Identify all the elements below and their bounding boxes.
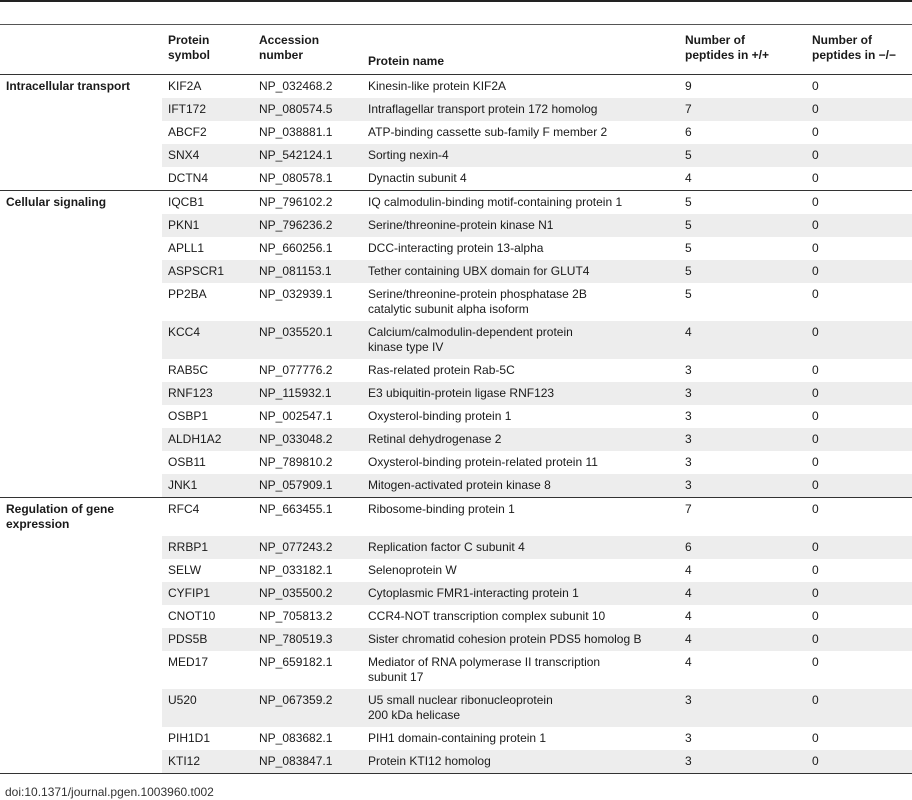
protein-symbol: CYFIP1 <box>162 582 253 605</box>
peptide-table <box>0 25 912 773</box>
table-row <box>0 382 912 405</box>
peptides-minus: 0 <box>806 498 912 537</box>
protein-symbol: RFC4 <box>162 498 253 537</box>
header-category <box>0 25 162 75</box>
peptides-plus: 7 <box>679 98 806 121</box>
protein-symbol: SELW <box>168 563 202 577</box>
protein-name: Dynactin subunit 4 <box>368 171 467 185</box>
peptides-minus: 0 <box>806 214 912 237</box>
accession-number: NP_002547.1 <box>259 409 333 423</box>
protein-symbol: PIH1D1 <box>168 731 211 745</box>
peptides-plus: 5 <box>679 191 806 215</box>
protein-symbol: IFT172 <box>162 98 253 121</box>
accession-number: NP_038881.1 <box>259 125 333 139</box>
peptides-minus: 0 <box>806 750 912 773</box>
peptides-plus: 4 <box>679 582 806 605</box>
protein-name: Oxysterol-binding protein-related protein 11 <box>368 455 598 469</box>
protein-symbol: CNOT10 <box>168 609 216 623</box>
category-cell <box>0 428 162 451</box>
peptides-plus: 3 <box>685 409 692 423</box>
category-cell: Cellular signaling <box>0 191 162 215</box>
peptides-plus: 4 <box>679 321 806 359</box>
peptides-minus: 0 <box>812 287 819 301</box>
table-row <box>0 750 912 773</box>
peptides-minus: 0 <box>806 628 912 651</box>
protein-symbol: ALDH1A2 <box>162 428 253 451</box>
table-header-row <box>0 25 912 75</box>
table-row <box>0 628 912 651</box>
peptides-minus: 0 <box>806 260 912 283</box>
protein-name: Serine/threonine-protein phosphatase 2B catalytic subunit alpha isoform <box>368 287 587 316</box>
peptides-minus: 0 <box>806 582 912 605</box>
protein-name: Mitogen-activated protein kinase 8 <box>362 474 679 498</box>
peptides-minus: 0 <box>812 409 819 423</box>
protein-symbol: PP2BA <box>168 287 207 301</box>
protein-name: U5 small nuclear ribonucleoprotein 200 kDa helicase <box>362 689 679 727</box>
bottom-rule <box>0 773 912 774</box>
peptides-plus: 3 <box>685 455 692 469</box>
table-row <box>0 405 912 428</box>
category-cell: Regulation of gene expression <box>0 498 162 537</box>
peptides-minus: 0 <box>812 241 819 255</box>
table-row <box>0 75 912 99</box>
protein-symbol: PKN1 <box>162 214 253 237</box>
category-cell <box>0 405 162 428</box>
protein-symbol: ASPSCR1 <box>162 260 253 283</box>
protein-symbol: RNF123 <box>162 382 253 405</box>
category-cell <box>0 605 162 628</box>
peptides-plus: 3 <box>679 689 806 727</box>
peptides-plus: 3 <box>685 731 692 745</box>
peptides-plus: 4 <box>685 171 692 185</box>
header-protein-symbol: Protein symbol <box>162 25 253 75</box>
accession-number: NP_077243.2 <box>253 536 362 559</box>
accession-number: NP_080574.5 <box>253 98 362 121</box>
category-cell <box>0 98 162 121</box>
category-cell <box>0 750 162 773</box>
header-peptides-plus: Number of peptides in +/+ <box>679 25 806 75</box>
peptides-plus: 3 <box>679 474 806 498</box>
peptides-minus: 0 <box>812 563 819 577</box>
protein-name: Serine/threonine-protein kinase N1 <box>362 214 679 237</box>
table-row <box>0 121 912 144</box>
table-row <box>0 605 912 628</box>
protein-name: Protein KTI12 homolog <box>362 750 679 773</box>
peptides-plus: 9 <box>685 79 692 93</box>
protein-name: Oxysterol-binding protein 1 <box>368 409 512 423</box>
peptides-plus: 3 <box>679 428 806 451</box>
peptides-plus: 6 <box>685 125 692 139</box>
category-cell <box>0 214 162 237</box>
protein-symbol: DCTN4 <box>168 171 209 185</box>
table-row <box>0 651 912 689</box>
accession-number: NP_083682.1 <box>259 731 333 745</box>
peptides-plus: 3 <box>685 363 692 377</box>
category-cell <box>0 582 162 605</box>
header-protein-name: Protein name <box>362 25 679 75</box>
peptides-plus: 5 <box>679 260 806 283</box>
category-cell <box>0 559 162 582</box>
table-row <box>0 474 912 498</box>
protein-name: Cytoplasmic FMR1-interacting protein 1 <box>362 582 679 605</box>
table-body <box>0 75 912 774</box>
category-cell <box>0 451 162 474</box>
peptides-minus: 0 <box>812 655 819 669</box>
table-row <box>0 689 912 727</box>
peptides-minus: 0 <box>806 689 912 727</box>
accession-number: NP_077776.2 <box>259 363 333 377</box>
accession-number: NP_796236.2 <box>253 214 362 237</box>
peptides-plus: 6 <box>679 536 806 559</box>
protein-name: Tether containing UBX domain for GLUT4 <box>362 260 679 283</box>
peptides-plus: 5 <box>679 144 806 167</box>
protein-name: Mediator of RNA polymerase II transcription subunit 17 <box>368 655 601 684</box>
protein-name: Selenoprotein W <box>368 563 457 577</box>
protein-symbol: MED17 <box>168 655 209 669</box>
protein-name: Kinesin-like protein KIF2A <box>368 79 507 93</box>
peptides-plus: 3 <box>679 382 806 405</box>
doi-caption: doi:10.1371/journal.pgen.1003960.t002 <box>5 785 214 799</box>
peptides-plus: 5 <box>685 241 692 255</box>
accession-number: NP_032468.2 <box>259 79 333 93</box>
category-cell <box>0 628 162 651</box>
peptides-minus: 0 <box>806 474 912 498</box>
peptides-plus: 4 <box>685 563 692 577</box>
table-row <box>0 237 912 260</box>
category-cell <box>0 474 162 498</box>
table-row <box>0 451 912 474</box>
protein-name: Ribosome-binding protein 1 <box>362 498 679 537</box>
category-cell <box>0 260 162 283</box>
accession-number: NP_663455.1 <box>253 498 362 537</box>
peptides-minus: 0 <box>806 144 912 167</box>
table-row <box>0 191 912 215</box>
protein-symbol: KTI12 <box>162 750 253 773</box>
accession-number: NP_033182.1 <box>259 563 333 577</box>
protein-name: Replication factor C subunit 4 <box>362 536 679 559</box>
table-row <box>0 98 912 121</box>
protein-name: DCC-interacting protein 13-alpha <box>368 241 544 255</box>
protein-name: Ras-related protein Rab-5C <box>368 363 515 377</box>
category-cell <box>0 651 162 689</box>
peptides-plus: 7 <box>679 498 806 537</box>
protein-symbol: RAB5C <box>168 363 209 377</box>
table-row <box>0 283 912 321</box>
protein-symbol: OSB11 <box>168 455 206 469</box>
peptides-minus: 0 <box>806 536 912 559</box>
protein-symbol: IQCB1 <box>162 191 253 215</box>
protein-name: Calcium/calmodulin-dependent protein kinase type IV <box>362 321 679 359</box>
protein-symbol: JNK1 <box>162 474 253 498</box>
protein-name: PIH1 domain-containing protein 1 <box>368 731 547 745</box>
accession-number: NP_080578.1 <box>259 171 333 185</box>
category-cell <box>0 382 162 405</box>
accession-number: NP_032939.1 <box>259 287 333 301</box>
accession-number: NP_705813.2 <box>259 609 333 623</box>
protein-name: Intraflagellar transport protein 172 homolog <box>362 98 679 121</box>
category-cell <box>0 536 162 559</box>
table-row <box>0 582 912 605</box>
peptides-minus: 0 <box>806 191 912 215</box>
peptides-plus: 5 <box>679 214 806 237</box>
table-row <box>0 559 912 582</box>
protein-name: CCR4-NOT transcription complex subunit 10 <box>368 609 606 623</box>
peptides-minus: 0 <box>812 125 819 139</box>
category-cell <box>0 121 162 144</box>
peptides-minus: 0 <box>812 79 819 93</box>
table-row <box>0 144 912 167</box>
peptides-plus: 3 <box>679 750 806 773</box>
category-cell: Intracellular transport <box>0 75 162 99</box>
accession-number: NP_081153.1 <box>253 260 362 283</box>
protein-symbol: PDS5B <box>162 628 253 651</box>
table-row <box>0 727 912 750</box>
accession-number: NP_796102.2 <box>253 191 362 215</box>
category-cell <box>0 727 162 750</box>
protein-symbol: SNX4 <box>162 144 253 167</box>
protein-name: Sorting nexin-4 <box>362 144 679 167</box>
protein-symbol: RRBP1 <box>162 536 253 559</box>
accession-number: NP_067359.2 <box>253 689 362 727</box>
table-row <box>0 359 912 382</box>
peptides-minus: 0 <box>806 98 912 121</box>
peptides-minus: 0 <box>806 428 912 451</box>
header-peptides-minus: Number of peptides in −/− <box>806 25 912 75</box>
category-cell <box>0 144 162 167</box>
accession-number: NP_660256.1 <box>259 241 333 255</box>
protein-name: IQ calmodulin-binding motif-containing protein 1 <box>362 191 679 215</box>
table-row <box>0 167 912 191</box>
peptides-minus: 0 <box>812 731 819 745</box>
accession-number: NP_542124.1 <box>253 144 362 167</box>
top-rule <box>0 0 912 2</box>
protein-symbol: ABCF2 <box>168 125 207 139</box>
peptides-minus: 0 <box>806 382 912 405</box>
table-row <box>0 536 912 559</box>
category-cell <box>0 359 162 382</box>
accession-number: NP_033048.2 <box>253 428 362 451</box>
accession-number: NP_057909.1 <box>253 474 362 498</box>
peptides-minus: 0 <box>812 455 819 469</box>
peptides-plus: 4 <box>679 628 806 651</box>
header-accession-number: Accession number <box>253 25 362 75</box>
category-cell <box>0 167 162 191</box>
protein-symbol: APLL1 <box>168 241 205 255</box>
protein-symbol: KIF2A <box>168 79 202 93</box>
category-cell <box>0 321 162 359</box>
protein-symbol: OSBP1 <box>168 409 209 423</box>
peptides-plus: 5 <box>685 287 692 301</box>
accession-number: NP_035520.1 <box>253 321 362 359</box>
peptides-minus: 0 <box>812 171 819 185</box>
category-cell <box>0 689 162 727</box>
protein-name: ATP-binding cassette sub-family F member 2 <box>368 125 608 139</box>
table-row <box>0 498 912 537</box>
protein-symbol: KCC4 <box>162 321 253 359</box>
table-row <box>0 321 912 359</box>
accession-number: NP_115932.1 <box>253 382 362 405</box>
protein-symbol: U520 <box>162 689 253 727</box>
category-cell <box>0 237 162 260</box>
peptides-minus: 0 <box>806 321 912 359</box>
peptides-minus: 0 <box>812 363 819 377</box>
peptides-plus: 4 <box>685 655 692 669</box>
accession-number: NP_780519.3 <box>253 628 362 651</box>
accession-number: NP_659182.1 <box>259 655 333 669</box>
table-row <box>0 214 912 237</box>
accession-number: NP_789810.2 <box>259 455 333 469</box>
protein-name: E3 ubiquitin-protein ligase RNF123 <box>362 382 679 405</box>
accession-number: NP_083847.1 <box>253 750 362 773</box>
table-row <box>0 260 912 283</box>
protein-name: Sister chromatid cohesion protein PDS5 homolog B <box>362 628 679 651</box>
accession-number: NP_035500.2 <box>253 582 362 605</box>
peptides-minus: 0 <box>812 609 819 623</box>
protein-name: Retinal dehydrogenase 2 <box>362 428 679 451</box>
category-cell <box>0 283 162 321</box>
table-row <box>0 428 912 451</box>
peptides-plus: 4 <box>685 609 692 623</box>
